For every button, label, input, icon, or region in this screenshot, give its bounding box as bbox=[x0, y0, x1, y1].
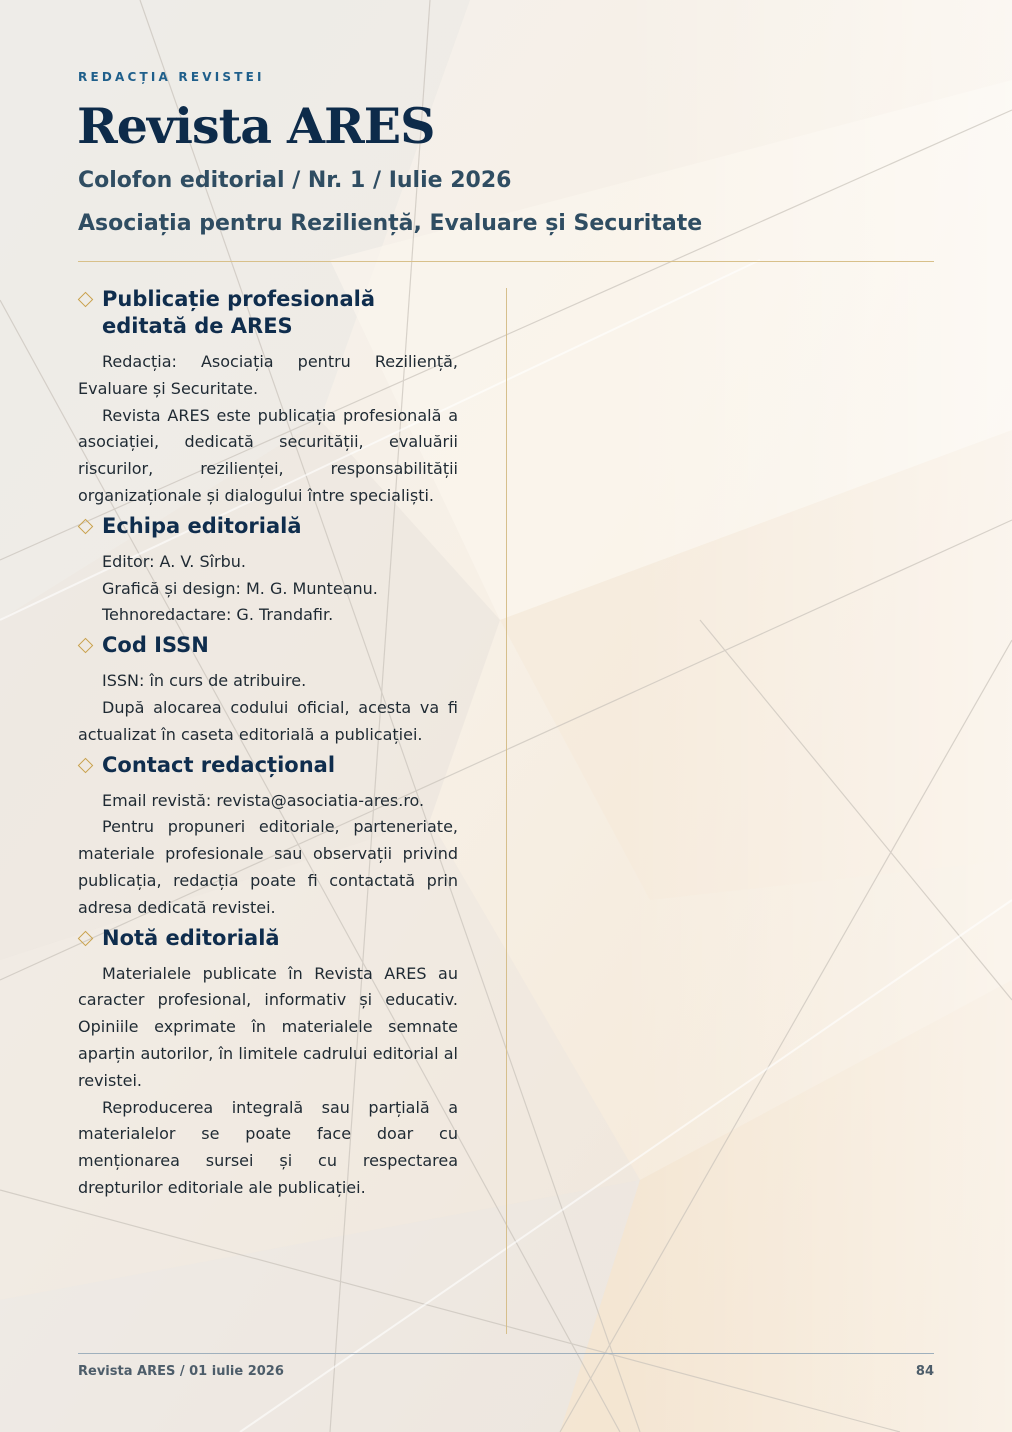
contact-email: Email revistă: revista@asociatia-ares.ro. bbox=[102, 790, 425, 810]
footer-issue-label: Revista ARES / 01 iulie 2026 bbox=[78, 1364, 284, 1379]
diamond-bullet-icon bbox=[78, 930, 94, 946]
page-number: 84 bbox=[915, 1364, 934, 1379]
diamond-bullet-icon bbox=[78, 519, 94, 535]
section-contact bbox=[78, 752, 458, 922]
section-paragraph: Grafică și design: M. G. Munteanu. bbox=[102, 578, 378, 598]
section-heading: Contact redacțional bbox=[102, 752, 336, 777]
section-editorial-team bbox=[78, 513, 458, 629]
section-paragraph: Editor: A. V. Sîrbu. bbox=[102, 551, 246, 571]
section-editorial-note bbox=[78, 925, 458, 1202]
section-kicker: REDACȚIA REVISTEI bbox=[78, 70, 265, 84]
section-paragraph: După alocarea codului oficial, acesta va fi actualizat în caseta editorială a publicației. bbox=[78, 697, 458, 744]
section-heading: Echipa editorială bbox=[102, 513, 302, 538]
diamond-bullet-icon bbox=[78, 757, 94, 773]
colophon-content bbox=[78, 286, 458, 1202]
section-paragraph: Revista ARES este publicația profesională a asociației, dedicată securității, evaluării riscurilor, rezilienței, responsabilității organizaționale și dialogului între specialiști. bbox=[78, 405, 458, 505]
section-paragraph: Materialele publicate în Revista ARES au caracter profesional, informativ și educativ. Opiniile exprimate în materialele semnate aparțin autorilor, în limitele cadrului editorial al revistei. bbox=[78, 963, 458, 1090]
organization-name: Asociația pentru Reziliență, Evaluare și Securitate bbox=[78, 211, 703, 236]
section-heading: Publicație profesională editată de ARES bbox=[102, 287, 375, 338]
issue-subtitle: Colofon editorial / Nr. 1 / Iulie 2026 bbox=[78, 168, 512, 193]
header-divider bbox=[78, 261, 934, 262]
diamond-bullet-icon bbox=[78, 292, 94, 308]
section-heading: Notă editorială bbox=[102, 925, 280, 950]
section-issn bbox=[78, 632, 458, 748]
column-divider bbox=[506, 288, 507, 1334]
magazine-title: Revista ARES bbox=[77, 97, 435, 155]
section-paragraph: Pentru propuneri editoriale, parteneriate, materiale profesionale sau observații privind publicația, redacția poate fi contactată prin adresa dedicată revistei. bbox=[78, 817, 458, 917]
section-heading: Cod ISSN bbox=[102, 633, 209, 658]
section-paragraph: ISSN: în curs de atribuire. bbox=[102, 671, 307, 691]
diamond-bullet-icon bbox=[78, 638, 94, 654]
footer-divider bbox=[78, 1353, 934, 1354]
section-publication bbox=[78, 286, 458, 510]
section-paragraph: Redacția: Asociația pentru Reziliență, Evaluare și Securitate. bbox=[78, 352, 458, 398]
section-paragraph: Reproducerea integrală sau parțială a materialelor se poate face doar cu menționarea sursei și cu respectarea drepturilor editoriale ale publicației. bbox=[78, 1097, 458, 1197]
section-paragraph: Tehnoredactare: G. Trandafir. bbox=[102, 605, 334, 625]
